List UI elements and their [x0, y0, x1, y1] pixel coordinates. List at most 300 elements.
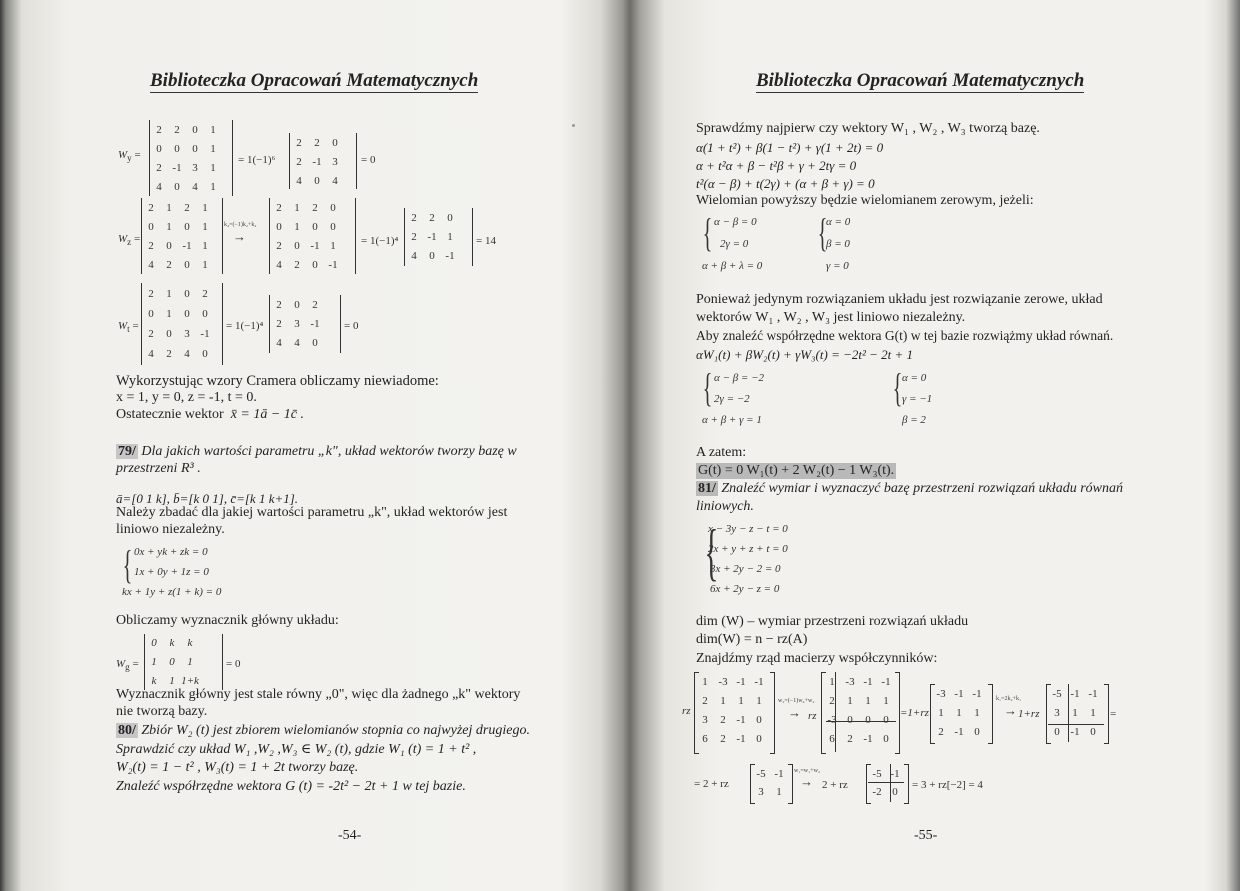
matrix-bracket: [904, 764, 909, 804]
matrix-cell: 2: [429, 212, 435, 224]
matrix-bracket: [770, 672, 775, 754]
rz-label: rz: [808, 710, 817, 722]
matrix-cell: 1: [776, 786, 782, 798]
systemD-eq2: γ = −1: [902, 393, 933, 405]
matrix-row: [270, 315, 324, 334]
matrix-minor: [932, 685, 986, 742]
det-bar: [222, 634, 223, 690]
matrix-cell: 2: [202, 288, 208, 300]
matrix-cell: 0: [166, 240, 172, 252]
strike-line: [1048, 724, 1104, 725]
wz-minor-matrix: [405, 209, 459, 266]
matrix-cell: 0: [429, 250, 435, 262]
problem-81-line1: 81/ Znaleźć wymiar i wyznaczyć bazę przestrzeni rozwiązań układu równań: [698, 481, 1123, 496]
matrix-cell: -3: [827, 714, 837, 726]
matrix-cell: 2: [411, 212, 417, 224]
matrix-cell: 1: [702, 676, 708, 688]
matrix-cell: 1: [738, 695, 744, 707]
matrix-cell: 2: [296, 137, 302, 149]
systemB-eq3: γ = 0: [826, 260, 849, 272]
matrix-cell: 1: [166, 202, 172, 214]
arrow-icon: →: [788, 705, 801, 720]
matrix-cell: 0: [174, 143, 180, 155]
wg-result: = 0: [226, 658, 241, 670]
matrix-cell: -1: [1070, 688, 1080, 700]
column-operation-note: k₁=2k₂+k₁: [996, 696, 1022, 702]
matrix-cell: 4: [276, 337, 282, 349]
matrix-cell: 1+k: [181, 675, 199, 687]
wt-factor: = 1(−1)⁴: [226, 320, 264, 332]
matrix-cell: 0: [330, 202, 336, 214]
matrix-row: [270, 334, 324, 353]
matrix-cell: -1: [881, 676, 891, 688]
dim-line1: dim (W) – wymiar przestrzeni rozwiązań układu: [696, 614, 969, 629]
matrix-cell: 1: [210, 124, 216, 136]
matrix-cell: 1: [956, 707, 962, 719]
matrix-cell: -3: [718, 676, 728, 688]
matrix-cell: 0: [294, 299, 300, 311]
matrix-cell: 0: [192, 143, 198, 155]
matrix-cell: -1: [954, 688, 964, 700]
matrix-cell: 1: [1090, 707, 1096, 719]
matrix-cell: 2: [148, 328, 154, 340]
coords-line: Aby znaleźć współrzędne wektora G(t) w tej bazie rozwiążmy układ równań.: [696, 328, 1114, 343]
system79-eq2: 1x + 0y + 1z = 0: [134, 566, 209, 578]
det-bar: [472, 208, 473, 266]
matrix-cell: -1: [736, 714, 746, 726]
strike-line: [868, 782, 904, 783]
matrix-cell: 0: [312, 221, 318, 233]
matrix-cell: 1: [829, 676, 835, 688]
matrix-cell: 3: [758, 786, 764, 798]
det-bar: [356, 133, 357, 189]
matrix-cell: -1: [736, 733, 746, 745]
system-brace: {: [817, 210, 828, 255]
matrix-cell: k: [151, 675, 157, 687]
matrix-cell: -1: [972, 688, 982, 700]
equation-3: t²(α − β) + t(2γ) + (α + β + γ) = 0: [696, 176, 875, 191]
matrix-minor-transformed: [1048, 685, 1102, 742]
matrix-a-transformed: [823, 673, 895, 749]
system79-eq3: kx + 1y + z(1 + k) = 0: [122, 586, 222, 598]
row-operation-note: w₂=(−1)w₄+w₂: [778, 698, 815, 704]
matrix-row: [932, 685, 986, 704]
matrix-cell: -1: [310, 318, 320, 330]
strike-line: [1068, 684, 1069, 742]
matrix-row: [868, 765, 904, 783]
matrix-cell: -5: [872, 768, 882, 780]
matrix-cell: 2: [148, 288, 154, 300]
matrix-cell: 2: [276, 318, 282, 330]
matrix-cell: 2: [174, 124, 180, 136]
matrix-cell: 0: [294, 240, 300, 252]
matrix-cell: 2: [847, 733, 853, 745]
matrix-bracket: [1104, 684, 1109, 744]
page-number: -55-: [914, 828, 938, 843]
rz-label: rz: [682, 705, 691, 717]
wg-matrix: [145, 634, 199, 691]
matrix-cell: 3: [294, 318, 300, 330]
matrix-cell: 0: [314, 175, 320, 187]
matrix-cell: 6: [702, 733, 708, 745]
problem-79-line3: Należy zbadać dla jakiej wartości parametru „k", układ wektorów jest: [116, 505, 508, 520]
matrix-cell: 1: [847, 695, 853, 707]
det-bar: [222, 283, 223, 365]
system81-eq4: 6x + 2y − z = 0: [710, 583, 780, 595]
matrix-cell: -3: [845, 676, 855, 688]
matrix-cell: 1: [447, 231, 453, 243]
matrix-cell: 2: [702, 695, 708, 707]
matrix-cell: -1: [310, 240, 320, 252]
arrow-icon: →: [1004, 703, 1017, 718]
rank-line: Znajdźmy rząd macierzy współczynników:: [696, 651, 938, 666]
matrix-row: [145, 634, 199, 653]
matrix-cell: 1: [210, 181, 216, 193]
matrix-cell: -1: [754, 676, 764, 688]
cramer-line: Wykorzystując wzory Cramera obliczamy niewiadome:: [116, 373, 439, 389]
conclusion-line2: nie tworzą bazy.: [116, 704, 208, 719]
wy-minor-matrix: [290, 134, 344, 191]
last-suffix: = 3 + rz[−2] = 4: [912, 779, 983, 791]
matrix-cell: 2: [829, 695, 835, 707]
strike-line: [890, 764, 891, 802]
systemA-eq3: α + β + λ = 0: [702, 260, 763, 272]
matrix-cell: 4: [296, 175, 302, 187]
matrix-cell: 2: [276, 240, 282, 252]
matrix-cell: 0: [184, 259, 190, 271]
matrix-cell: 1: [938, 707, 944, 719]
problem-79-vectors: ā=[0 1 k], b̄=[k 0 1], c̄=[k 1 k+1].: [116, 491, 299, 506]
matrix-a: [696, 673, 768, 749]
independence-line2: wektorów W₁ , W₂ , W₃ jest liniowo niezależny.: [696, 310, 966, 325]
trailing-equals: =: [1110, 708, 1117, 720]
matrix-row: [142, 284, 214, 304]
matrix-cell: 0: [974, 726, 980, 738]
matrix-cell: -1: [890, 768, 900, 780]
equation-2: α + t²α + β − t²β + γ + 2tγ = 0: [696, 158, 857, 173]
system81-eq2: 2x + y + z + t = 0: [708, 543, 788, 555]
matrix-cell: 0: [332, 137, 338, 149]
column-operation-note: k₄=(−1)k₂+k₄: [224, 222, 257, 228]
matrix-cell: 0: [184, 221, 190, 233]
wz-matrix: [142, 199, 214, 275]
matrix-row: [142, 199, 214, 218]
arrow-icon: →: [233, 229, 246, 244]
matrix-cell: -1: [863, 733, 873, 745]
matrix-row: [1048, 704, 1102, 723]
print-speck: [572, 124, 575, 127]
matrix-cell: 4: [411, 250, 417, 262]
matrix-cell: 2: [296, 156, 302, 168]
matrix-cell: 3: [702, 714, 708, 726]
matrix-cell: 0: [192, 124, 198, 136]
main-det-line: Obliczamy wyznacznik główny układu:: [116, 613, 339, 628]
matrix-cell: 0: [1090, 726, 1096, 738]
matrix-cell: -1: [445, 250, 455, 262]
matrix-bracket: [988, 684, 993, 744]
matrix-row: [405, 247, 459, 266]
matrix-cell: 1: [210, 143, 216, 155]
matrix-cell: 6: [829, 733, 835, 745]
systemB-eq1: α = 0: [826, 216, 851, 228]
matrix-cell: 4: [276, 259, 282, 271]
matrix-cell: -1: [182, 240, 192, 252]
matrix-cell: 0: [202, 348, 208, 360]
wy-factor: = 1(−1)⁶: [238, 154, 276, 166]
matrix-cell: -1: [1070, 726, 1080, 738]
matrix-row: [696, 711, 768, 730]
matrix-row: [1048, 685, 1102, 704]
matrix-cell: 4: [148, 259, 154, 271]
matrix-cell: -1: [200, 328, 210, 340]
systemD-eq3: β = 2: [902, 414, 926, 426]
matrix-cell: 0: [166, 328, 172, 340]
matrix-cell: 2: [294, 259, 300, 271]
matrix-cell: 4: [184, 348, 190, 360]
matrix-row: [290, 134, 344, 153]
wy-label: $W_y$ =: [118, 149, 141, 164]
matrix-row: [142, 256, 214, 275]
matrix-cell: 1: [974, 707, 980, 719]
system-brace: {: [702, 210, 713, 255]
system79-eq1: 0x + yk + zk = 0: [134, 546, 208, 558]
row-operation-note: w₁=w₁+w₂: [794, 768, 821, 774]
matrix-cell: 0: [312, 337, 318, 349]
matrix-row: [752, 765, 788, 783]
matrix-cell: -1: [954, 726, 964, 738]
matrix-cell: 0: [756, 733, 762, 745]
check-basis-line: Sprawdźmy najpierw czy wektory W₁ , W₂ , W₃ tworzą bazę.: [696, 121, 1040, 136]
matrix-cell: 1: [202, 202, 208, 214]
system-brace: {: [122, 542, 133, 587]
systemB-eq2: β = 0: [826, 238, 850, 250]
wt-label: $W_t$ =: [118, 320, 139, 335]
matrix-cell: 0: [883, 733, 889, 745]
matrix-cell: 0: [847, 714, 853, 726]
matrix-cell: 3: [1054, 707, 1060, 719]
matrix-cell: 1: [202, 240, 208, 252]
matrix-row: [290, 153, 344, 172]
matrix-cell: 1: [169, 675, 175, 687]
problem-79-line4: liniowo niezależny.: [116, 522, 225, 537]
matrix-cell: 1: [720, 695, 726, 707]
problem-79-line1: 79/ Dla jakich wartości parametru „k", układ wektorów tworzy bazę w: [118, 444, 517, 459]
matrix-row: [405, 228, 459, 247]
matrix-cell: -1: [863, 676, 873, 688]
matrix-cell: 2: [148, 202, 154, 214]
matrix-cell: 0: [865, 714, 871, 726]
systemC-eq3: α + β + γ = 1: [702, 414, 762, 426]
det-bar: [355, 198, 356, 274]
matrix-row: [290, 172, 344, 191]
final-vector-line: Ostatecznie wektor x̄ = 1ā − 1c̄ .: [116, 407, 305, 422]
matrix-cell: 1: [756, 695, 762, 707]
matrix-row: [823, 692, 895, 711]
matrix-cell: -5: [1052, 688, 1062, 700]
wz-result: = 14: [476, 235, 496, 247]
wt-result: = 0: [344, 320, 359, 332]
dim-line2: dim(W) = n − rz(A): [696, 632, 808, 647]
matrix-cell: 4: [156, 181, 162, 193]
matrix-cell: 2: [148, 240, 154, 252]
matrix-cell: 0: [148, 221, 154, 233]
matrix-row: [145, 653, 199, 672]
system-brace: {: [702, 365, 713, 410]
matrix-cell: 0: [892, 786, 898, 798]
matrix-row: [696, 673, 768, 692]
matrix-cell: 0: [330, 221, 336, 233]
result-highlight: G(t) = 0 W₁(t) + 2 W₂(t) − 1 W₃(t).: [698, 463, 895, 478]
matrix-row: [405, 209, 459, 228]
systemA-eq2: 2γ = 0: [720, 238, 749, 250]
matrix-cell: 0: [184, 308, 190, 320]
matrix-cell: -1: [1088, 688, 1098, 700]
system81-eq1: x − 3y − z − t = 0: [708, 523, 788, 535]
strike-line: [826, 721, 896, 722]
zatem-line: A zatem:: [696, 445, 747, 460]
matrix-cell: 0: [151, 637, 157, 649]
matrix-row: [932, 704, 986, 723]
det-bar: [232, 120, 233, 196]
matrix-cell: 1: [1072, 707, 1078, 719]
matrix-cell: 2: [312, 202, 318, 214]
eq-1-rz: =1+rz: [900, 707, 929, 719]
matrix-row: [150, 159, 222, 178]
page-number: -54-: [338, 828, 362, 843]
matrix-cell: 4: [332, 175, 338, 187]
matrix-cell: 1: [166, 221, 172, 233]
matrix-cell: 2: [166, 348, 172, 360]
matrix-cell: 1: [883, 695, 889, 707]
strike-line: [835, 672, 836, 752]
matrix-row: [868, 783, 904, 801]
matrix-row: [752, 783, 788, 801]
problem-81-line2: liniowych.: [696, 499, 754, 514]
matrix-cell: 2: [156, 162, 162, 174]
matrix-cell: 0: [169, 656, 175, 668]
matrix-cell: 3: [332, 156, 338, 168]
matrix-cell: 1: [166, 308, 172, 320]
matrix-row: [696, 692, 768, 711]
systemA-eq1: α − β = 0: [714, 216, 757, 228]
matrix-cell: 1: [865, 695, 871, 707]
wg-label: $W_g$ =: [116, 658, 139, 673]
problem-80-line4: Znaleźć współrzędne wektora G (t) = -2t² − 2t + 1 w tej bazie.: [116, 779, 466, 794]
matrix-cell: 3: [184, 328, 190, 340]
matrix-row: [270, 199, 342, 218]
matrix-cell: -5: [756, 768, 766, 780]
system-brace: {: [892, 365, 903, 410]
matrix-cell: 2: [938, 726, 944, 738]
matrix-cell: 2: [156, 124, 162, 136]
matrix-cell: -1: [312, 156, 322, 168]
zero-poly-line: Wielomian powyższy będzie wielomianem zerowym, jeżeli:: [696, 193, 1034, 208]
matrix-row: [696, 730, 768, 749]
matrix-cell: 2: [184, 202, 190, 214]
matrix-cell: 2: [276, 299, 282, 311]
matrix-cell: 0: [156, 143, 162, 155]
matrix-cell: 1: [294, 221, 300, 233]
matrix-row: [823, 730, 895, 749]
matrix-cell: 1: [187, 656, 193, 668]
matrix-cell: 0: [276, 221, 282, 233]
matrix-cell: 1: [202, 259, 208, 271]
matrix-2x2: [752, 765, 788, 801]
det-bar: [340, 295, 341, 353]
last-prefix: = 2 + rz: [694, 778, 729, 790]
matrix-row: [1048, 723, 1102, 742]
systemD-eq1: α = 0: [902, 372, 927, 384]
matrix-cell: 0: [312, 259, 318, 271]
matrix-cell: 1: [210, 162, 216, 174]
matrix-row: [270, 218, 342, 237]
matrix-cell: 1: [151, 656, 157, 668]
matrix-cell: 2: [312, 299, 318, 311]
wz-matrix-transformed: [270, 199, 342, 275]
wz-label: $W_z$ =: [118, 233, 141, 248]
matrix-row: [823, 673, 895, 692]
matrix-cell: 0: [1054, 726, 1060, 738]
matrix-2x2-transformed: [868, 765, 904, 801]
matrix-cell: 1: [330, 240, 336, 252]
problem-79-line2: przestrzeni R³ .: [116, 461, 201, 476]
last-mid: 2 + rz: [822, 779, 848, 791]
matrix-cell: -1: [427, 231, 437, 243]
matrix-row: [142, 344, 214, 364]
system81-eq3: 3x + 2y − 2 = 0: [710, 563, 781, 575]
matrix-cell: -3: [936, 688, 946, 700]
matrix-cell: 4: [192, 181, 198, 193]
matrix-cell: 0: [184, 288, 190, 300]
matrix-cell: 1: [166, 288, 172, 300]
matrix-row: [270, 296, 324, 315]
matrix-cell: -1: [736, 676, 746, 688]
problem-80-line1: 80/ Zbiór W₂ (t) jest zbiorem wielomianów stopnia co najwyżej drugiego.: [118, 723, 530, 738]
matrix-cell: 1: [294, 202, 300, 214]
matrix-row: [142, 304, 214, 324]
arrow-icon: →: [800, 774, 813, 789]
matrix-cell: -1: [774, 768, 784, 780]
matrix-cell: 4: [294, 337, 300, 349]
wy-result: = 0: [361, 154, 376, 166]
equation-1: α(1 + t²) + β(1 − t²) + γ(1 + 2t) = 0: [696, 140, 884, 155]
matrix-cell: 4: [148, 348, 154, 360]
matrix-cell: -1: [172, 162, 182, 174]
matrix-cell: 0: [756, 714, 762, 726]
matrix-cell: 0: [148, 308, 154, 320]
arrow-1-rz: 1+rz: [1018, 708, 1040, 720]
matrix-row: [150, 121, 222, 140]
matrix-cell: 1: [202, 221, 208, 233]
matrix-cell: 0: [447, 212, 453, 224]
matrix-cell: k: [187, 637, 193, 649]
matrix-row: [270, 237, 342, 256]
page-header: Biblioteczka Opracowań Matematycznych: [150, 70, 479, 91]
matrix-cell: 2: [276, 202, 282, 214]
matrix-row: [150, 178, 222, 197]
matrix-cell: 0: [883, 714, 889, 726]
conclusion-line1: Wyznacznik główny jest stale równy „0", więc dla żadnego „k" wektory: [116, 687, 521, 702]
matrix-cell: 0: [174, 181, 180, 193]
matrix-cell: 2: [314, 137, 320, 149]
independence-line1: Ponieważ jedynym rozwiązaniem układu jest rozwiązanie zerowe, układ: [696, 292, 1103, 307]
matrix-cell: 2: [166, 259, 172, 271]
systemC-eq1: α − β = −2: [714, 372, 765, 384]
page-header: Biblioteczka Opracowań Matematycznych: [756, 70, 1085, 91]
matrix-cell: 2: [720, 714, 726, 726]
matrix-row: [142, 237, 214, 256]
wt-matrix: [142, 284, 214, 364]
